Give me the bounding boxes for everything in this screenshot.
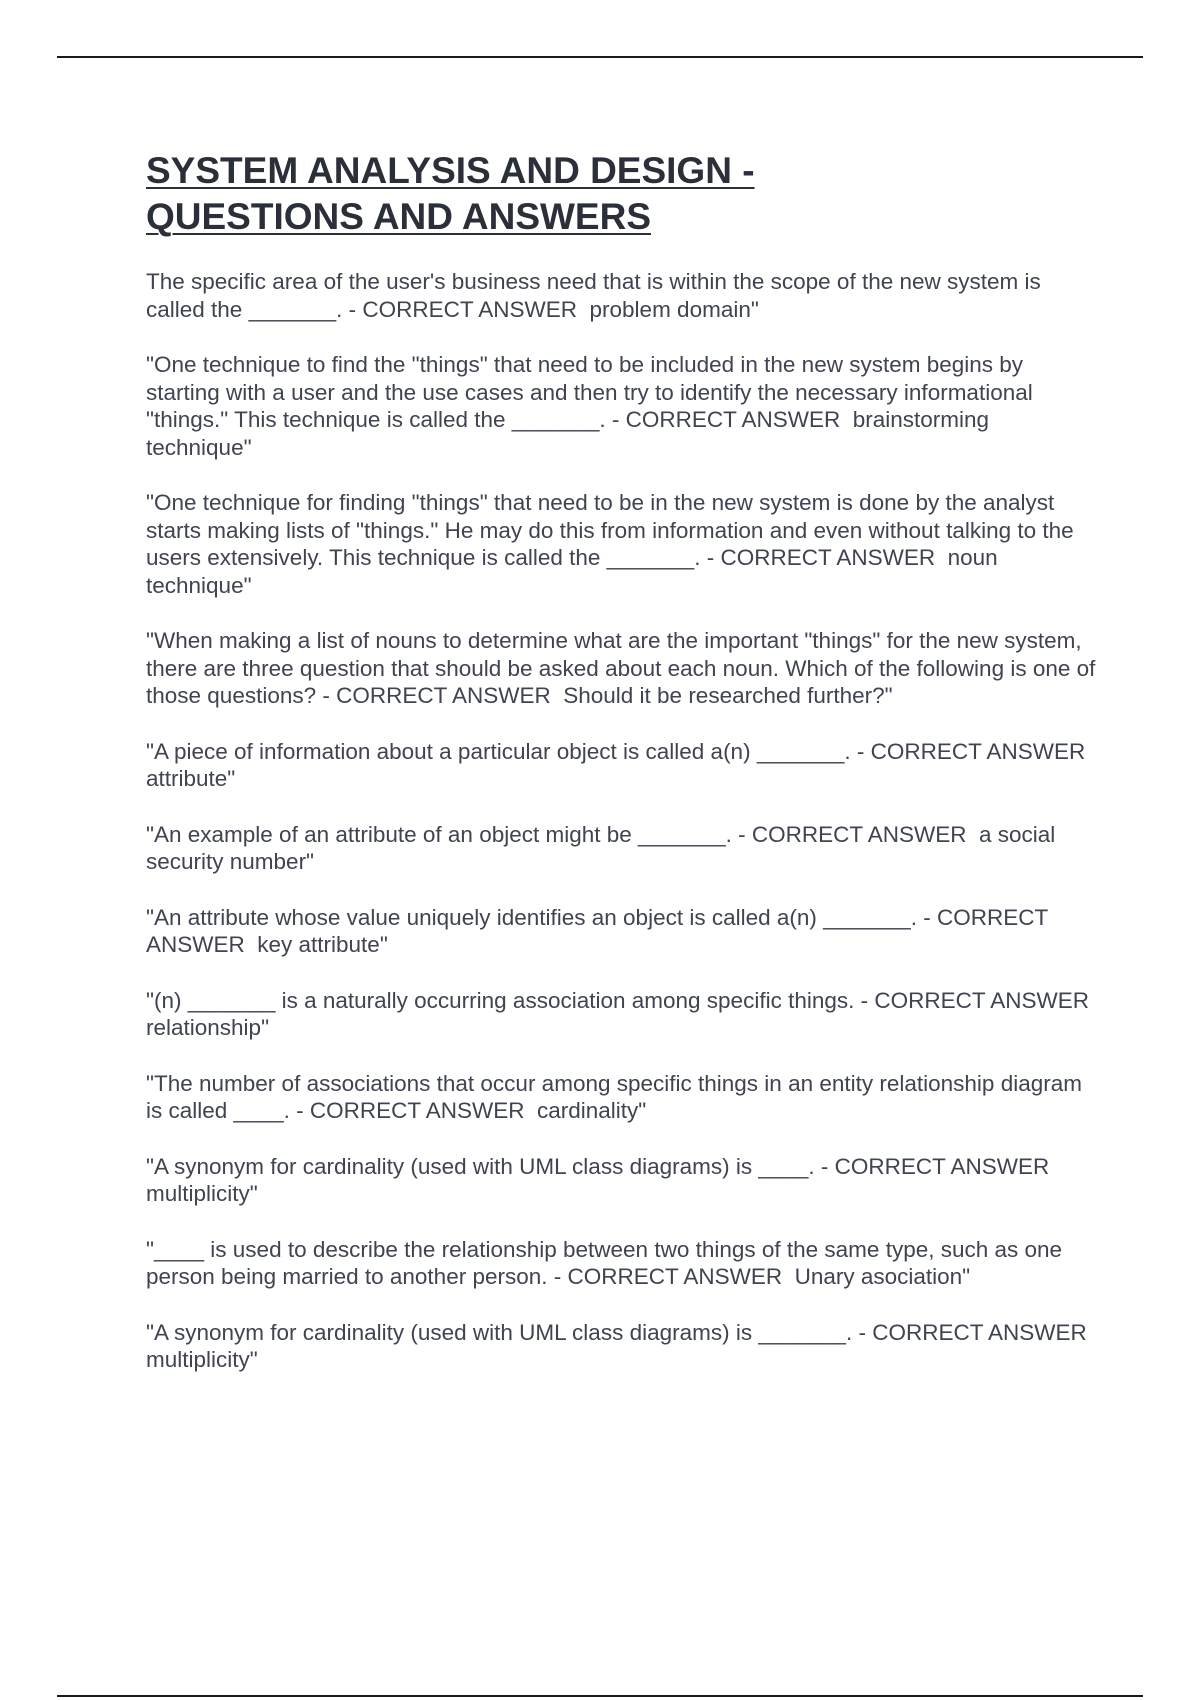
qa-item-2: "One technique to find the "things" that need to be included in the new system begins by starting with a user and the use cases and then try to identify the necessary informational "things." This technique is called the _______. - CORRECT ANSWER brainstorming technique"	[146, 352, 1040, 460]
bottom-rule	[57, 1695, 1143, 1697]
title-line-2: QUESTIONS AND ANSWERS	[146, 196, 652, 237]
qa-item-12: "A synonym for cardinality (used with UML class diagrams) is _______. - CORRECT ANSWER multiplicity"	[146, 1319, 1100, 1372]
qa-item-10: "A synonym for cardinality (used with UML class diagrams) is ____. - CORRECT ANSWER multiplicity"	[146, 1153, 1062, 1206]
qa-item-9: "The number of associations that occur among specific things in an entity relationship diagram is called ____. - CORRECT ANSWER cardinality"	[146, 1070, 1089, 1123]
qa-item-3: "One technique for finding "things" that need to be in the new system is done by the analyst starts making lists of "things." He may do this from information and even without talking to the users extensively. This technique is called the _______. - CORRECT ANSWER noun technique"	[146, 490, 1080, 598]
qa-item-8: "(n) _______ is a naturally occurring association among specific things. - CORRECT ANSWER relationship"	[146, 987, 1102, 1040]
qa-item-5: "A piece of information about a particular object is called a(n) _______. - CORRECT ANSWER attribute"	[146, 738, 1098, 791]
document-title	[146, 148, 1096, 240]
top-rule	[57, 56, 1143, 58]
qa-item-4: "When making a list of nouns to determine what are the important "things" for the new system, there are three question that should be asked about each noun. Which of the following is one of those questions? - CORRECT ANSWER Should it be researched further?"	[146, 628, 1102, 708]
document-body	[146, 148, 1102, 1402]
qa-item-1: The specific area of the user's business need that is within the scope of the new system is called the _______. - CORRECT ANSWER problem domain"	[146, 269, 1048, 322]
qa-item-11: "____ is used to describe the relationship between two things of the same type, such as one person being married to another person. - CORRECT ANSWER Unary asociation"	[146, 1236, 1069, 1289]
title-line-1: SYSTEM ANALYSIS AND DESIGN -	[146, 150, 755, 191]
qa-item-7: "An attribute whose value uniquely identifies an object is called a(n) _______. - CORRECT ANSWER key attribute"	[146, 904, 1053, 957]
qa-item-6: "An example of an attribute of an object might be _______. - CORRECT ANSWER a social security number"	[146, 821, 1062, 874]
